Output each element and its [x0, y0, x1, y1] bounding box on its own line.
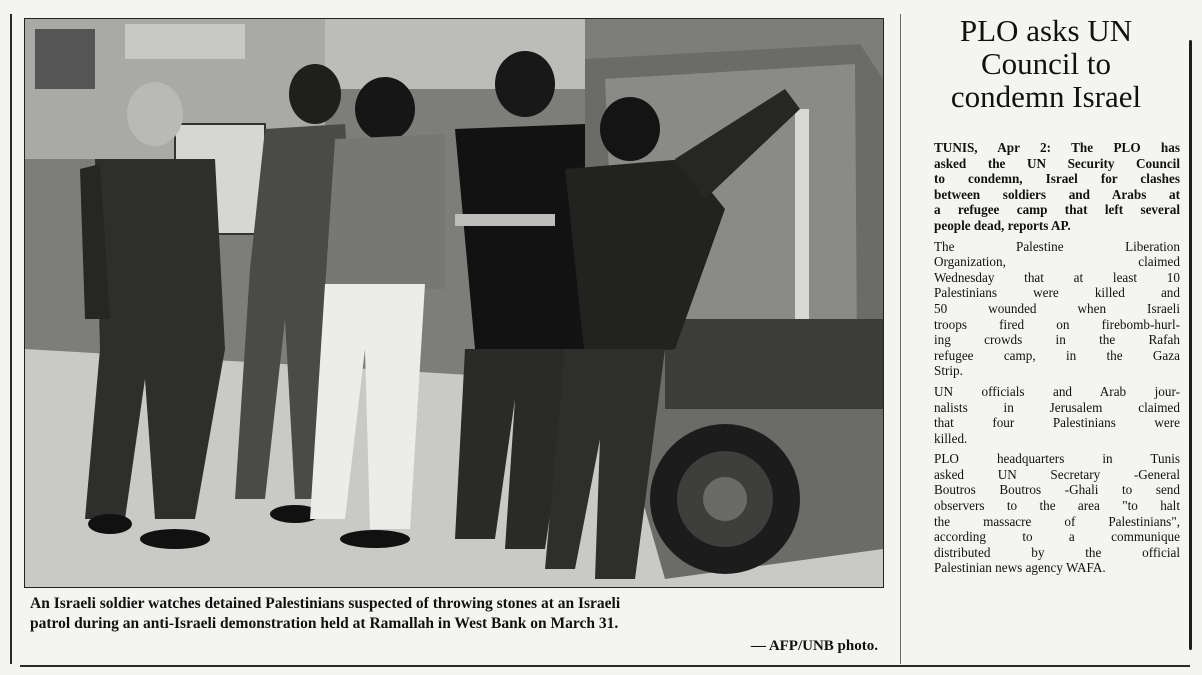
article-line: TUNIS, Apr 2: The PLO has [934, 140, 1180, 155]
right-border-rule [1189, 40, 1192, 650]
article-line: PLO headquarters in Tunis [934, 451, 1180, 467]
article-paragraph-lead [912, 140, 1180, 234]
article-line: observers to the area "to halt [934, 498, 1180, 514]
article-line: Strip. [934, 363, 963, 379]
article-line: killed. [934, 430, 968, 446]
article-line: that four Palestinians were [934, 415, 1180, 431]
article-line: between soldiers and Arabs at [934, 186, 1180, 202]
article-line: the massacre of Palestinians", [934, 513, 1180, 529]
caption-line: An Israeli soldier watches detained Palestinians suspected of throwing stones at an Israeli [30, 595, 621, 612]
article-line: troops fired on firebomb-hurl- [934, 316, 1180, 332]
article-line: UN officials and Arab jour- [934, 383, 1180, 399]
article-line: Palestinian news agency WAFA. [934, 560, 1106, 576]
caption-line: patrol during an anti-Israeli demonstration held at Ramallah in West Bank on March 31. [30, 615, 619, 632]
headline-line: condemn Israel [950, 79, 1142, 114]
article-line: to condemn, Israel for clashes [934, 171, 1180, 187]
left-border-rule [10, 14, 12, 664]
headline-line: Council to [980, 46, 1112, 81]
article-line: nalists in Jerusalem claimed [934, 399, 1180, 415]
article-line: people dead, reports AP. [934, 217, 1071, 233]
article-line: Wednesday that at least 10 [934, 269, 1180, 285]
article-line: ing crowds in the Rafah [934, 332, 1180, 348]
article-line: 50 wounded when Israeli [934, 300, 1180, 316]
article-body [912, 140, 1180, 581]
article-paragraph [912, 451, 1180, 576]
article-line: The Palestine Liberation [934, 238, 1180, 254]
article-paragraph [912, 384, 1180, 446]
article-line: asked the UN Security Council [934, 155, 1180, 171]
article-line: a refugee camp that left several [934, 202, 1180, 218]
article-line: asked UN Secretary -General [934, 466, 1180, 482]
article-line: distributed by the official [934, 544, 1180, 560]
article-line: Palestinians were killed and [934, 285, 1180, 301]
headline [910, 14, 1182, 113]
photo-illustration [25, 19, 883, 587]
column-divider [900, 14, 901, 664]
photo-credit: — AFP/UNB photo. [750, 638, 878, 654]
headline-line: PLO asks UN [959, 13, 1133, 48]
article-line: Organization, claimed [934, 254, 1180, 270]
article-line: Boutros Boutros -Ghali to send [934, 482, 1180, 498]
article-paragraph [912, 239, 1180, 379]
article-line: refugee camp, in the Gaza [934, 347, 1180, 363]
article-line: according to a communique [934, 529, 1180, 545]
news-photo [24, 18, 884, 588]
photo-caption [30, 594, 880, 634]
bottom-border-rule [20, 665, 1190, 667]
